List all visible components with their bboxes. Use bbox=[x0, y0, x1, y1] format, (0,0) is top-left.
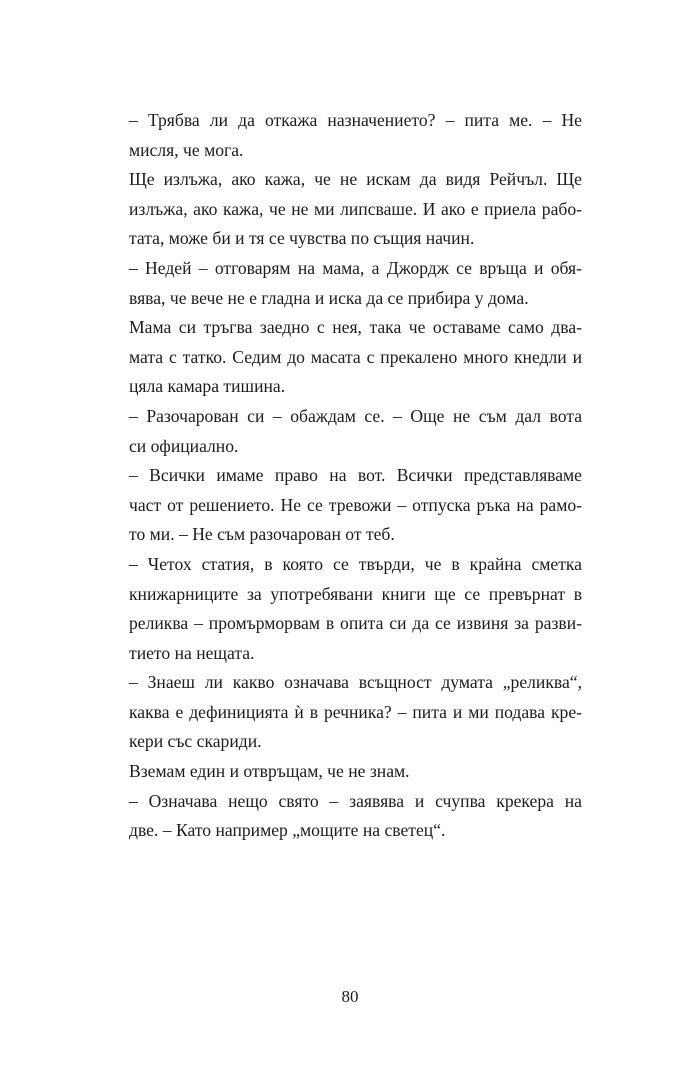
text-line: мата с татко. Седим до масата с прекалено много кнедли и bbox=[129, 346, 582, 367]
text-line: си официално. bbox=[129, 435, 239, 456]
paragraph bbox=[129, 165, 582, 254]
text-line: Вземам един и отвръщам, че не знам. bbox=[129, 761, 410, 782]
paragraph bbox=[129, 550, 582, 668]
text-line: излъжа, ако кажа, че не ми липсваше. И ако е приела рабо- bbox=[129, 198, 582, 219]
text-line: кери със скариди. bbox=[129, 731, 262, 752]
paragraph bbox=[129, 106, 582, 165]
text-line: книжарниците за употребявани книги ще се превърнат в bbox=[129, 583, 582, 604]
text-line: то ми. – Не съм разочарован от теб. bbox=[129, 524, 395, 545]
text-line: тието на нещата. bbox=[129, 642, 255, 663]
text-line: – Знаеш ли какво означава всъщност думата „реликва“, bbox=[129, 672, 582, 693]
paragraph bbox=[129, 461, 582, 550]
text-line: – Разочарован си – обаждам се. – Още не съм дал вота bbox=[129, 405, 582, 426]
text-line: две. – Като например „мощите на светец“. bbox=[129, 820, 446, 841]
text-line: – Четох статия, в която се твърди, че в крайна сметка bbox=[129, 553, 582, 574]
paragraph bbox=[129, 313, 582, 402]
text-line: – Всички имаме право на вот. Всички представляваме bbox=[129, 465, 582, 486]
paragraph bbox=[129, 787, 582, 846]
text-line: – Недей – отговарям на мама, а Джордж се връща и обя- bbox=[129, 257, 582, 278]
text-line: реликва – промърморвам в опита си да се извиня за разви- bbox=[129, 613, 582, 634]
text-line: – Трябва ли да откажа назначението? – пита ме. – Не bbox=[129, 110, 582, 130]
paragraph bbox=[129, 254, 582, 313]
text-line: вява, че вече не е гладна и иска да се прибира у дома. bbox=[129, 287, 529, 308]
paragraph bbox=[129, 757, 582, 787]
text-line: – Означава нещо свято – заявява и счупва крекера на bbox=[129, 790, 582, 811]
text-line: тата, може би и тя се чувства по същия начин. bbox=[129, 228, 475, 249]
paragraph bbox=[129, 668, 582, 757]
paragraph bbox=[129, 402, 582, 461]
text-line: част от решението. Не се тревожи – отпуска ръка на рамо- bbox=[129, 494, 582, 515]
body-text bbox=[129, 106, 582, 846]
text-line: каква е дефиницията ѝ в речника? – пита и ми подава кре- bbox=[129, 701, 582, 722]
text-line: мисля, че мога. bbox=[129, 139, 244, 160]
text-line: цяла камара тишина. bbox=[129, 376, 286, 397]
text-line: Мама си тръгва заедно с нея, така че оставаме само два- bbox=[129, 317, 582, 338]
page-number: 80 bbox=[341, 987, 359, 1006]
text-line: Ще излъжа, ако кажа, че не искам да видя Рейчъл. Ще bbox=[129, 169, 582, 190]
